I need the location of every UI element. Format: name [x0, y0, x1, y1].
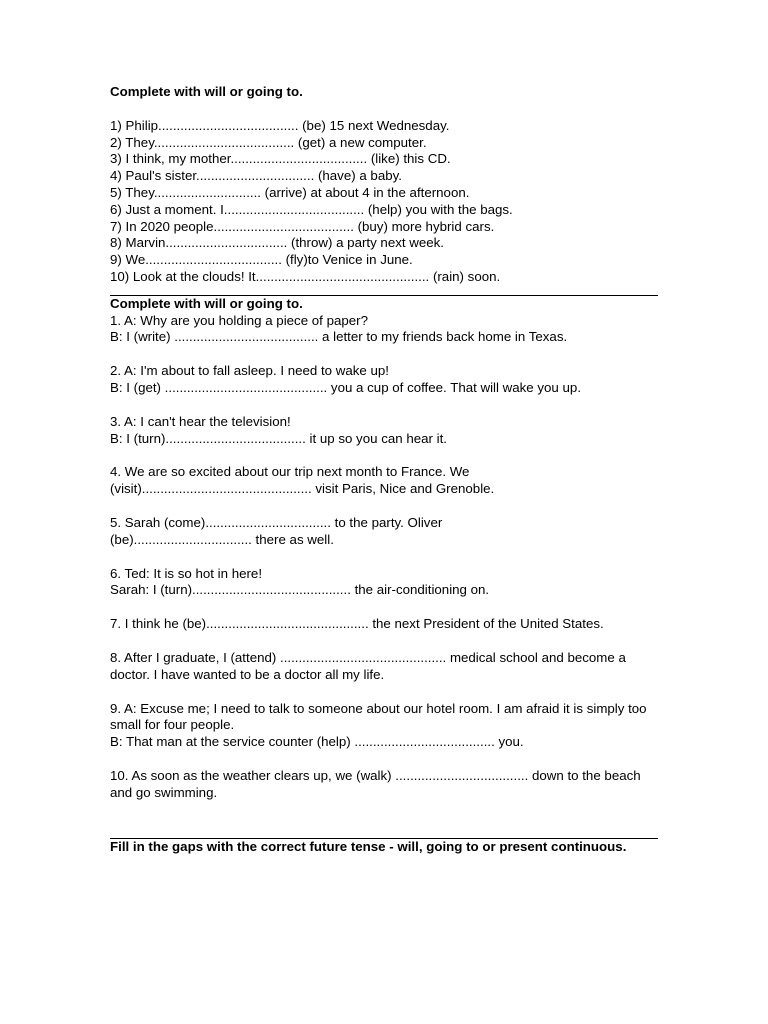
- spacer: [110, 286, 658, 295]
- question-7: 7. I think he (be)............................................ the next President of the United States.: [110, 616, 604, 632]
- section1-item-8: 8) Marvin................................. (throw) a party next week.: [110, 235, 444, 251]
- section1-title: Complete with will or going to.: [110, 84, 303, 99]
- spacer: [110, 101, 658, 118]
- question-2-b: B: I (get) ............................................ you a cup of coffee. That will wake you up.: [110, 379, 582, 395]
- spacer: [110, 346, 658, 363]
- question-6-a: 6. Ted: It is so hot in here!: [110, 565, 263, 581]
- question-9-b: B: That man at the service counter (help) ...................................... you.: [110, 734, 524, 750]
- section2-title: Complete with will or going to.: [110, 295, 303, 311]
- spacer: [110, 397, 658, 414]
- question-2-a: 2. A: I'm about to fall asleep. I need to wake up!: [110, 363, 389, 379]
- spacer: [110, 802, 658, 838]
- section1-item-1: 1) Philip...................................... (be) 15 next Wednesday.: [110, 117, 450, 133]
- spacer: [110, 684, 658, 701]
- worksheet-page: [110, 84, 658, 855]
- question-5: 5. Sarah (come).................................. to the party. Oliver (be)................................ there as well.: [110, 514, 443, 547]
- question-6-b: Sarah: I (turn)........................................... the air-conditioning on.: [110, 582, 490, 598]
- question-3: [110, 414, 658, 448]
- section3-title: Fill in the gaps with the correct future tense - will, going to or present continuous.: [110, 838, 627, 854]
- section1-item-7: 7) In 2020 people...................................... (buy) more hybrid cars.: [110, 218, 495, 234]
- section1-item-10: 10) Look at the clouds! It............................................... (rain) soon.: [110, 268, 501, 284]
- question-4: 4. We are so excited about our trip next month to France. We (visit).............................................. visit Paris, Nice and Grenoble.: [110, 464, 495, 497]
- spacer: [110, 447, 658, 464]
- spacer: [110, 498, 658, 515]
- section1-item-3: 3) I think, my mother..................................... (like) this CD.: [110, 151, 451, 167]
- question-2: [110, 363, 658, 397]
- spacer: [110, 633, 658, 650]
- spacer: [110, 751, 658, 768]
- section1-item-6: 6) Just a moment. I...................................... (help) you with the bags.: [110, 201, 513, 217]
- question-1: [110, 313, 658, 347]
- question-3-a: 3. A: I can't hear the television!: [110, 413, 291, 429]
- spacer: [110, 599, 658, 616]
- question-1-b: B: I (write) ....................................... a letter to my friends back home in Texas.: [110, 329, 568, 345]
- section1-item-4: 4) Paul's sister................................ (have) a baby.: [110, 168, 402, 184]
- question-8: 8. After I graduate, I (attend) ............................................. medical school and become a doctor. I have wanted to be a doctor all my life.: [110, 649, 626, 682]
- question-10: 10. As soon as the weather clears up, we (walk) .................................... down to the beach and go swimming.: [110, 767, 641, 800]
- section1-item-2: 2) They...................................... (get) a new computer.: [110, 134, 427, 150]
- section1-item-9: 9) We..................................... (fly)to Venice in June.: [110, 252, 413, 268]
- question-9: [110, 701, 658, 751]
- question-6: [110, 566, 658, 600]
- question-9-a: 9. A: Excuse me; I need to talk to someone about our hotel room. I am afraid it is simply too small for four people.: [110, 700, 647, 733]
- section1-item-5: 5) They............................. (arrive) at about 4 in the afternoon.: [110, 184, 470, 200]
- question-3-b: B: I (turn)...................................... it up so you can hear it.: [110, 430, 447, 446]
- spacer: [110, 549, 658, 566]
- question-1-a: 1. A: Why are you holding a piece of paper?: [110, 312, 368, 328]
